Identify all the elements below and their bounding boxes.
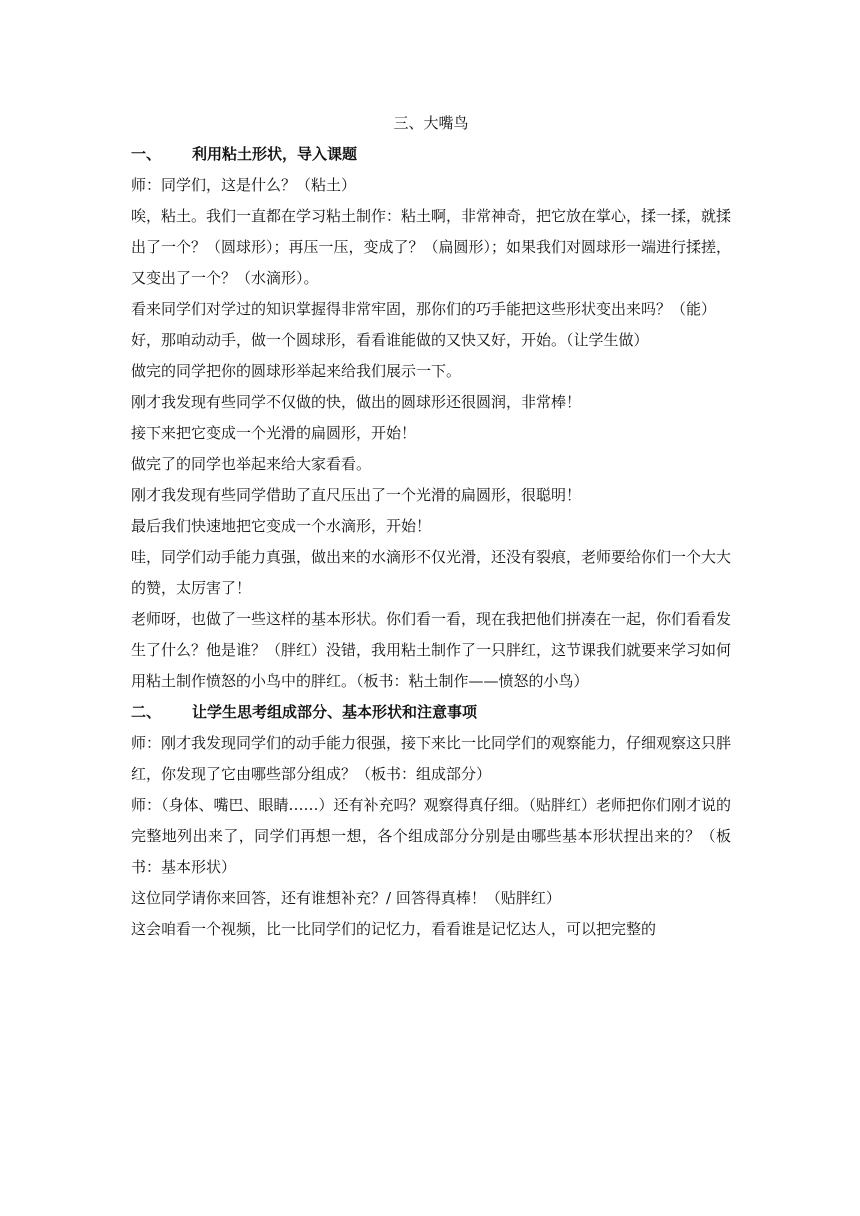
paragraph: 刚才我发现有些同学不仅做的快，做出的圆球形还很圆润，非常棒！ bbox=[131, 393, 582, 411]
document-title: 三、大嘴鸟 bbox=[393, 114, 469, 132]
section-heading-text: 让学生思考组成部分、基本形状和注意事项 bbox=[192, 703, 478, 721]
paragraph: 师：刚才我发现同学们的动手能力很强，接下来比一比同学们的观察能力，仔细观察这只胖红，你发现了它由哪些部分组成？（板书：组成部分） bbox=[131, 734, 732, 783]
section-heading-text: 利用粘土形状，导入课题 bbox=[192, 145, 358, 163]
paragraph: 哇，同学们动手能力真强，做出来的水滴形不仅光滑，还没有裂痕，老师要给你们一个大大的赞，太厉害了！ bbox=[131, 548, 732, 597]
paragraph: 看来同学们对学过的知识掌握得非常牢固，那你们的巧手能把这些形状变出来吗？（能） bbox=[131, 300, 717, 318]
paragraph: 最后我们快速地把它变成一个水滴形，开始！ bbox=[131, 517, 432, 535]
paragraph: 这位同学请你来回答，还有谁想补充？/ 回答得真棒！（贴胖红） bbox=[131, 889, 561, 907]
paragraph: 师：同学们，这是什么？（粘土） bbox=[131, 176, 357, 194]
paragraph: 做完了的同学也举起来给大家看看。 bbox=[131, 455, 372, 473]
section-number: 一、 bbox=[131, 145, 162, 163]
paragraph: 好，那咱动动手，做一个圆球形，看看谁能做的又快又好，开始。（让学生做） bbox=[131, 331, 649, 349]
paragraph: 唉，粘土。我们一直都在学习粘土制作：粘土啊，非常神奇，把它放在掌心，揉一揉，就揉出了一个？（圆球形）；再压一压，变成了？（扁圆形）；如果我们对圆球形一端进行揉搓，又变出了一个？（水滴形）。 bbox=[131, 207, 732, 287]
section-heading-2 bbox=[131, 697, 731, 728]
paragraph: 做完的同学把你的圆球形举起来给我们展示一下。 bbox=[131, 362, 462, 380]
paragraph: 师：（身体、嘴巴、眼睛……）还有补充吗？观察得真仔细。（贴胖红）老师把你们刚才说的完整地列出来了，同学们再想一想，各个组成部分分别是由哪些基本形状捏出来的？（板书：基本形状） bbox=[131, 796, 732, 876]
paragraph: 这会咱看一个视频，比一比同学们的记忆力，看看谁是记忆达人，可以把完整的 bbox=[131, 920, 657, 938]
document-body bbox=[131, 108, 731, 945]
paragraph: 刚才我发现有些同学借助了直尺压出了一个光滑的扁圆形，很聪明！ bbox=[131, 486, 582, 504]
paragraph: 老师呀，也做了一些这样的基本形状。你们看一看，现在我把他们拼凑在一起，你们看看发生了什么？他是谁？（胖红）没错，我用粘土制作了一只胖红，这节课我们就要来学习如何用粘土制作愤怒的小鸟中的胖红。（板书：粘土制作——愤怒的小鸟） bbox=[131, 610, 732, 690]
paragraph: 接下来把它变成一个光滑的扁圆形，开始！ bbox=[131, 424, 417, 442]
section-heading-1 bbox=[131, 139, 731, 170]
section-number: 二、 bbox=[131, 703, 162, 721]
